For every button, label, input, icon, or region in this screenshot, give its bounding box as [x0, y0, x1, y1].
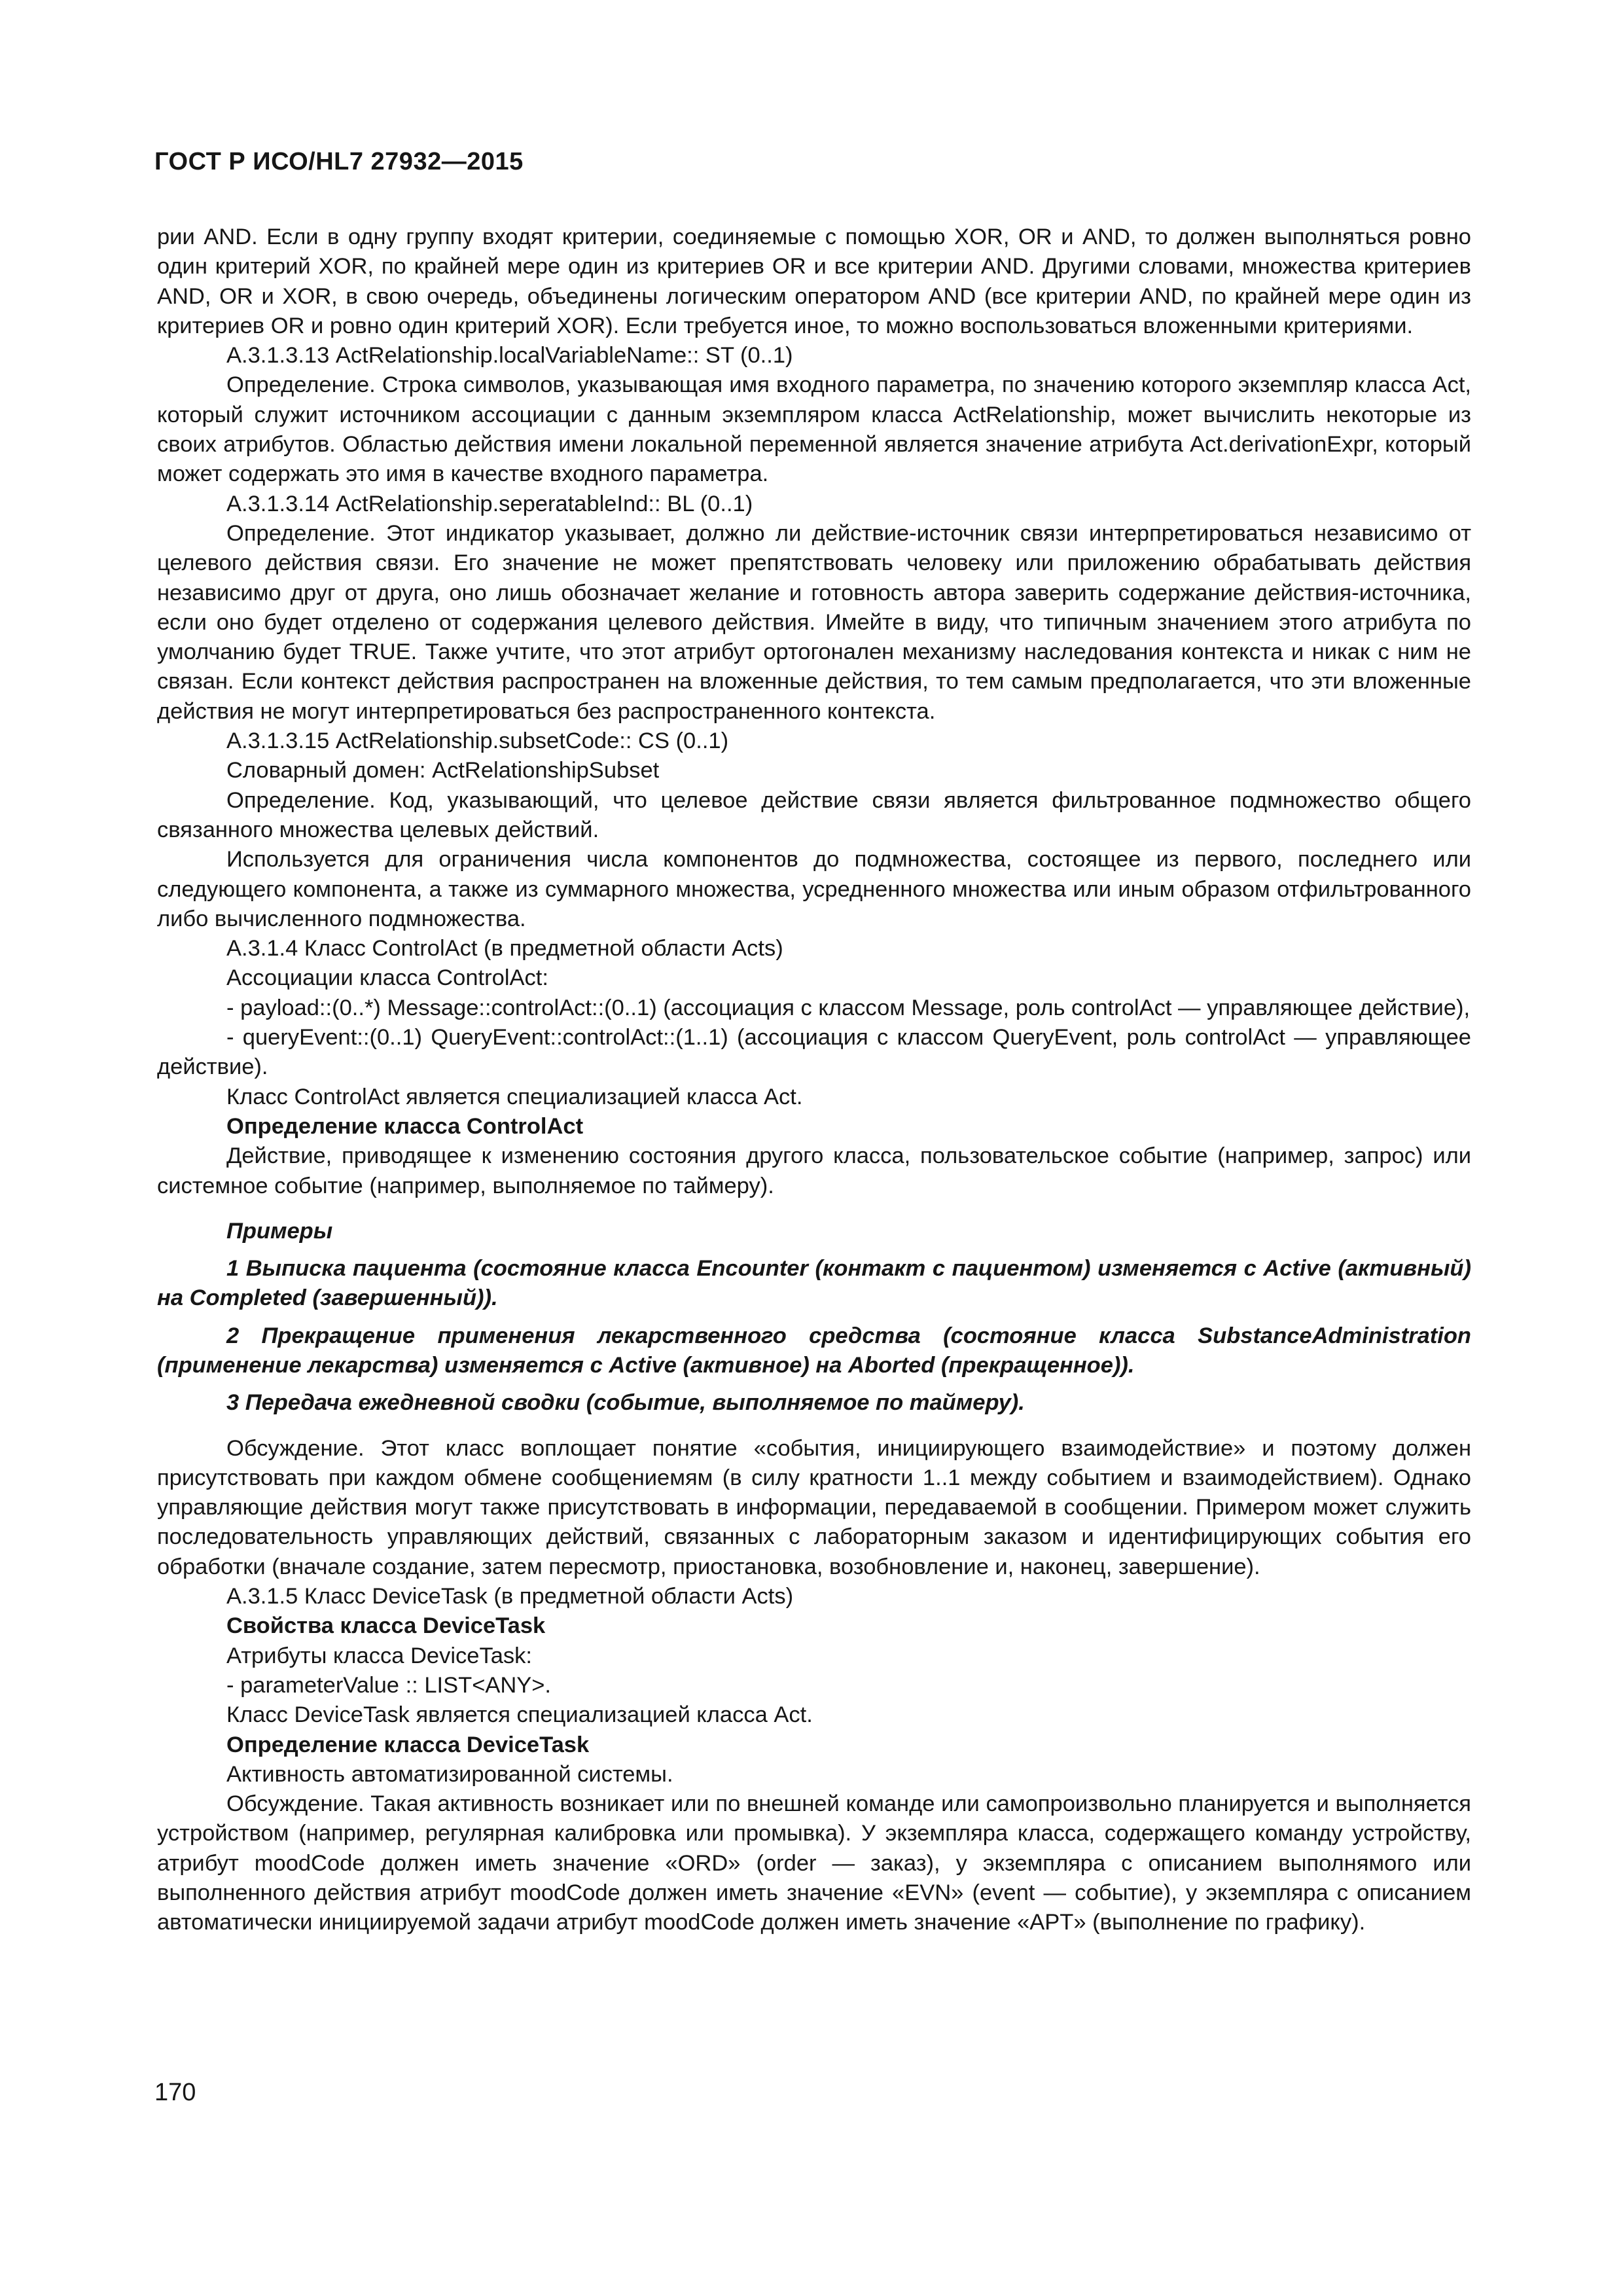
paragraph-devicetask-attributes: Атрибуты класса DeviceTask: [226, 1643, 532, 1668]
document-code-header: ГОСТ Р ИСО/HL7 27932—2015 [154, 148, 524, 175]
heading-devicetask-definition: Определение класса DeviceTask [226, 1732, 590, 1757]
section-heading-a3-1-4: А.3.1.4 Класс ControlAct (в предметной области Acts) [226, 936, 783, 961]
paragraph-definition-localvariablename: Определение. Строка символов, указывающая имя входного параметра, по значению которого экземпляр класса Act, который служит источником ассоциации с данным экземпляром класса ActRelationship, может вычислить некоторые из своих атрибутов. Областью действия имени локальной переменной является значение атрибута Act.derivationExpr, который может содержать это имя в качестве входного параметра. [157, 372, 1471, 487]
paragraph-controlact-associations: Ассоциации класса ControlAct: [226, 965, 548, 991]
paragraph-controlact-definition: Действие, приводящее к изменению состояния другого класса, пользовательское событие (например, запрос) или системное событие (например, выполняемое по таймеру). [157, 1143, 1471, 1198]
section-heading-a3-1-5: А.3.1.5 Класс DeviceTask (в предметной области Acts) [226, 1584, 794, 1609]
paragraph-devicetask-specialization: Класс DeviceTask является специализацией класса Act. [226, 1702, 813, 1728]
paragraph-controlact-specialization: Класс ControlAct является специализацией класса Act. [226, 1084, 803, 1109]
paragraph-devicetask-definition: Активность автоматизированной системы. [226, 1761, 673, 1787]
paragraph-criteria-continuation: рии AND. Если в одну группу входят критерии, соединяемые с помощью XOR, OR и AND, то должен выполняться ровно один критерий XOR, по крайней мере один из критериев OR и все критерии AND. Другими словами, множества критериев AND, OR и XOR, в свою очередь, объединены логическим оператором AND (все критерии AND, по крайней мере один из критериев OR и ровно один критерий XOR). Если требуется иное, то можно воспользоваться вложенными критериями. [157, 224, 1471, 338]
heading-controlact-definition: Определение класса ControlAct [226, 1113, 584, 1139]
section-heading-a3-1-3-15: А.3.1.3.15 ActRelationship.subsetCode:: CS (0..1) [226, 728, 729, 754]
example-item-3: 3 Передача ежедневной сводки (событие, выполняемое по таймеру). [226, 1390, 1025, 1416]
section-heading-a3-1-3-13: А.3.1.3.13 ActRelationship.localVariableName:: ST (0..1) [226, 343, 793, 368]
paragraph-devicetask-discussion: Обсуждение. Такая активность возникает или по внешней команде или самопроизвольно планируется и выполняется устройством (например, регулярная калибровка или промывка). У экземпляра класса, содержащего команду устройству, атрибут moodCode должен иметь значение «ORD» (order — заказ), у экземпляра с описанием выполнямого или выполненного действия атрибут moodCode должен иметь значение «EVN» (event — событие), у экземпляра с описанием автоматически инициируемой задачи атрибут moodCode должен иметь значение «APT» (выполнение по графику). [157, 1791, 1471, 1935]
paragraph-definition-seperatableind: Определение. Этот индикатор указывает, должно ли действие-источник связи интерпретироваться независимо от целевого действия связи. Его значение не может препятствовать человеку или приложению обрабатывать действия независимо друг от друга, оно лишь обозначает желание и готовность автора заверить содержание действия-источника, если оно будет отделено от содержания целевого действия. Имейте в виду, что типичным значением этого атрибута по умолчанию будет TRUE. Также учтите, что этот атрибут ортогонален механизму наследования контекста и никак с ним не связан. Если контекст действия распространен на вложенные действия, то тем самым предполагается, что эти вложенные действия не могут интерпретироваться без распространенного контекста. [157, 520, 1471, 724]
list-item-queryevent: - queryEvent::(0..1) QueryEvent::controlAct::(1..1) (ассоциация с классом QueryEvent, роль controlAct — управляющее действие). [157, 1025, 1471, 1080]
document-body [157, 223, 1471, 1938]
section-heading-a3-1-3-14: А.3.1.3.14 ActRelationship.seperatableInd:: BL (0..1) [226, 491, 753, 516]
list-item-payload: - payload::(0..*) Message::controlAct::(0..1) (ассоциация с классом Message, роль controlAct — управляющее действие), [226, 995, 1471, 1020]
examples-heading: Примеры [226, 1218, 333, 1244]
example-item-2: 2 Прекращение применения лекарственного средства (состояние класса SubstanceAdministration (применение лекарства) изменяется с Active (активное) на Aborted (прекращенное)). [157, 1323, 1471, 1378]
page-number: 170 [154, 2079, 196, 2106]
paragraph-controlact-discussion: Обсуждение. Этот класс воплощает понятие «события, инициирующего взаимодействие» и поэтому должен присутствовать при каждом обмене сообщениемям (в силу кратности 1..1 между событием и взаимодействием). Однако управляющие действия могут также присутствовать в информации, передаваемой в сообщении. Примером может служить последовательность управляющих действий, связанных с лабораторным заказом и идентифицирующих события его обработки (вначале создание, затем пересмотр, приостановка, возобновление и, наконец, завершение). [157, 1435, 1471, 1579]
paragraph-subset-usage: Используется для ограничения числа компонентов до подмножества, состоящее из первого, последнего или следующего компонента, а также из суммарного множества, усредненного множества или иным образом отфильтрованного либо вычисленного подмножества. [157, 847, 1471, 931]
example-item-1: 1 Выписка пациента (состояние класса Encounter (контакт с пациентом) изменяется с Active (активный) на Completed (завершенный)). [157, 1256, 1471, 1311]
paragraph-definition-subsetcode: Определение. Код, указывающий, что целевое действие связи является фильтрованное подмножество общего связанного множества целевых действий. [157, 787, 1471, 842]
paragraph-vocabulary-domain: Словарный домен: ActRelationshipSubset [226, 758, 660, 783]
list-item-parametervalue: - parameterValue :: LIST<ANY>. [226, 1672, 552, 1698]
heading-devicetask-properties: Свойства класса DeviceTask [226, 1613, 546, 1639]
